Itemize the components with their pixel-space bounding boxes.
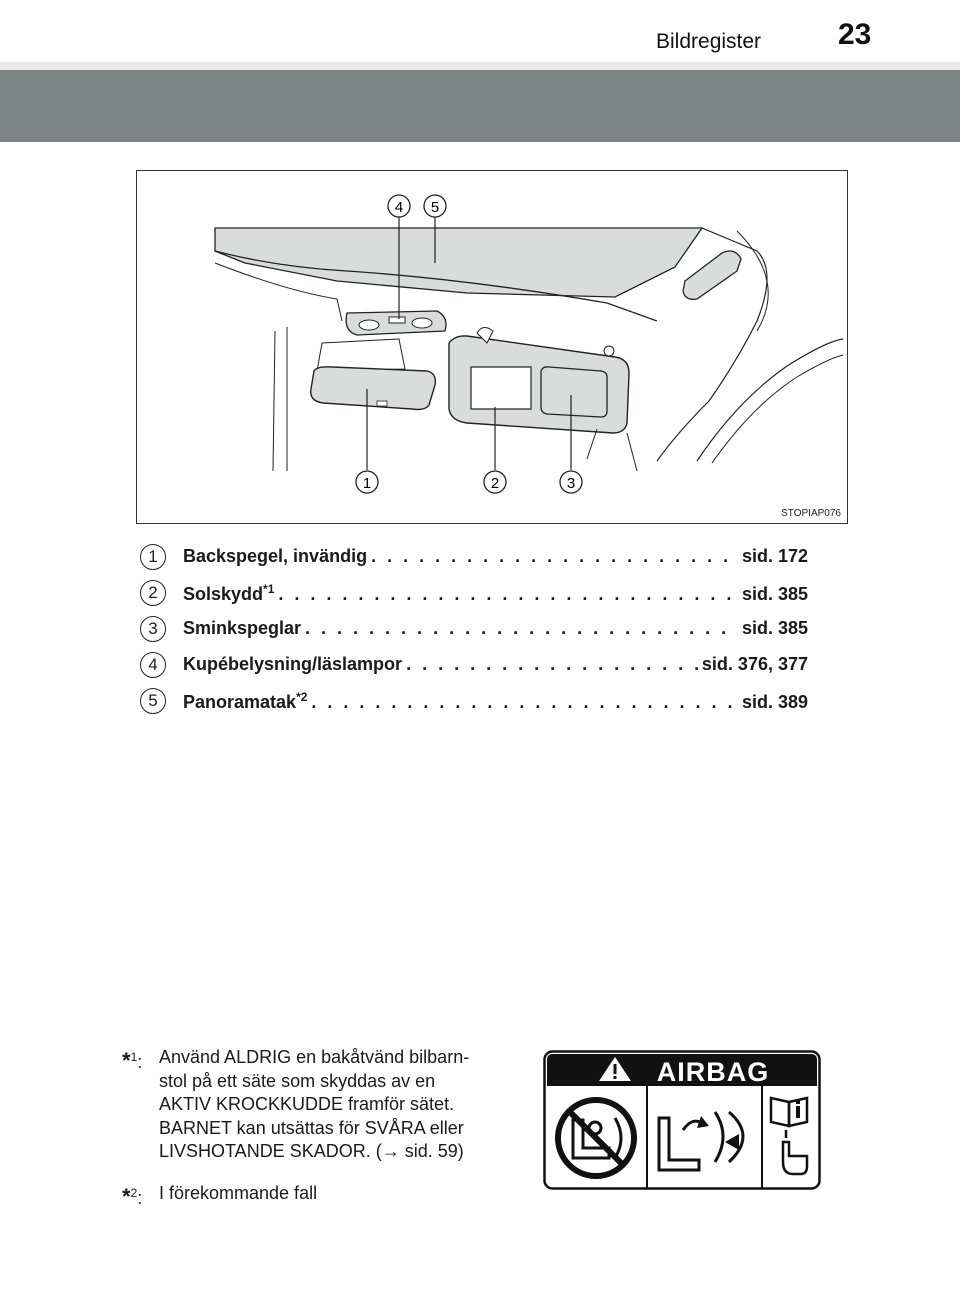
footnote-mark: *$^2$: [122, 1184, 143, 1209]
index-row [140, 684, 820, 720]
leader-dots [278, 584, 738, 605]
footnote-ref: *2 [296, 690, 308, 704]
leader-dots [311, 692, 738, 713]
index-row [140, 612, 820, 648]
index-number: 4 [140, 652, 166, 678]
visor-card [471, 367, 531, 409]
index-label: Solskydd$^{*1}$ [183, 582, 275, 604]
page-ref-link[interactable]: sid. 385 [741, 584, 808, 604]
no-child-seat-icon [558, 1100, 634, 1176]
airbag-warning-label [543, 1050, 821, 1190]
footnote-mark: *$^1$: [122, 1048, 143, 1073]
panoramic-roof [215, 228, 702, 297]
index-row [140, 540, 820, 576]
footnote-text: Använd ALDRIG en bakåtvänd bilbarn- stol på ett säte som skyddas av en AKTIV KROCKKUDDE framför sätet. BARNET kan utsättas för SVÅRA eller LIVSHOTANDE SKADOR. (→ sid. 59) [159, 1047, 470, 1161]
header-rule [0, 62, 960, 70]
index-list [140, 540, 820, 720]
callout-label: 4 [394, 199, 404, 216]
page-ref-link[interactable]: sid. 385 [741, 618, 808, 638]
figure-code: STOPIAP076 [781, 508, 841, 519]
index-label: Panoramatak$^{*2}$ [183, 690, 308, 712]
index-number: 3 [140, 616, 166, 642]
airbag-title: AIRBAG [656, 1057, 770, 1087]
index-label: Backspegel, invändig [183, 546, 368, 566]
vanity-mirror [541, 367, 607, 417]
index-number: 5 [140, 688, 166, 714]
index-row [140, 648, 820, 684]
leader-dots [371, 546, 738, 567]
page-number: 23 [838, 18, 872, 51]
index-label: Sminkspeglar [183, 618, 302, 638]
rear-view-mirror [311, 367, 436, 410]
callout-label: 2 [490, 475, 500, 492]
leader-dots [406, 654, 698, 675]
callout-label: 5 [430, 199, 440, 216]
footnote-text: I förekommande fall [159, 1183, 318, 1203]
page-ref-link[interactable]: sid. 376, 377 [701, 654, 808, 674]
footnote-ref: *1 [263, 582, 275, 596]
figure-interior-overhead [136, 170, 848, 524]
header-band [0, 70, 960, 142]
section-title: Bildregister [656, 30, 762, 53]
leader-dots [305, 618, 738, 639]
overhead-illustration [137, 171, 847, 523]
callout-label: 1 [362, 475, 372, 492]
index-label: Kupébelysning/läslampor [183, 654, 403, 674]
callout-label: 3 [566, 475, 576, 492]
index-number: 2 [140, 580, 166, 606]
footnote-1 [122, 1046, 522, 1166]
index-row [140, 576, 820, 612]
assist-grip [683, 251, 741, 299]
footnote-2 [122, 1182, 522, 1210]
page-ref-link[interactable]: sid. 172 [741, 546, 808, 566]
index-number: 1 [140, 544, 166, 570]
page-ref-link[interactable]: sid. 389 [741, 692, 808, 712]
